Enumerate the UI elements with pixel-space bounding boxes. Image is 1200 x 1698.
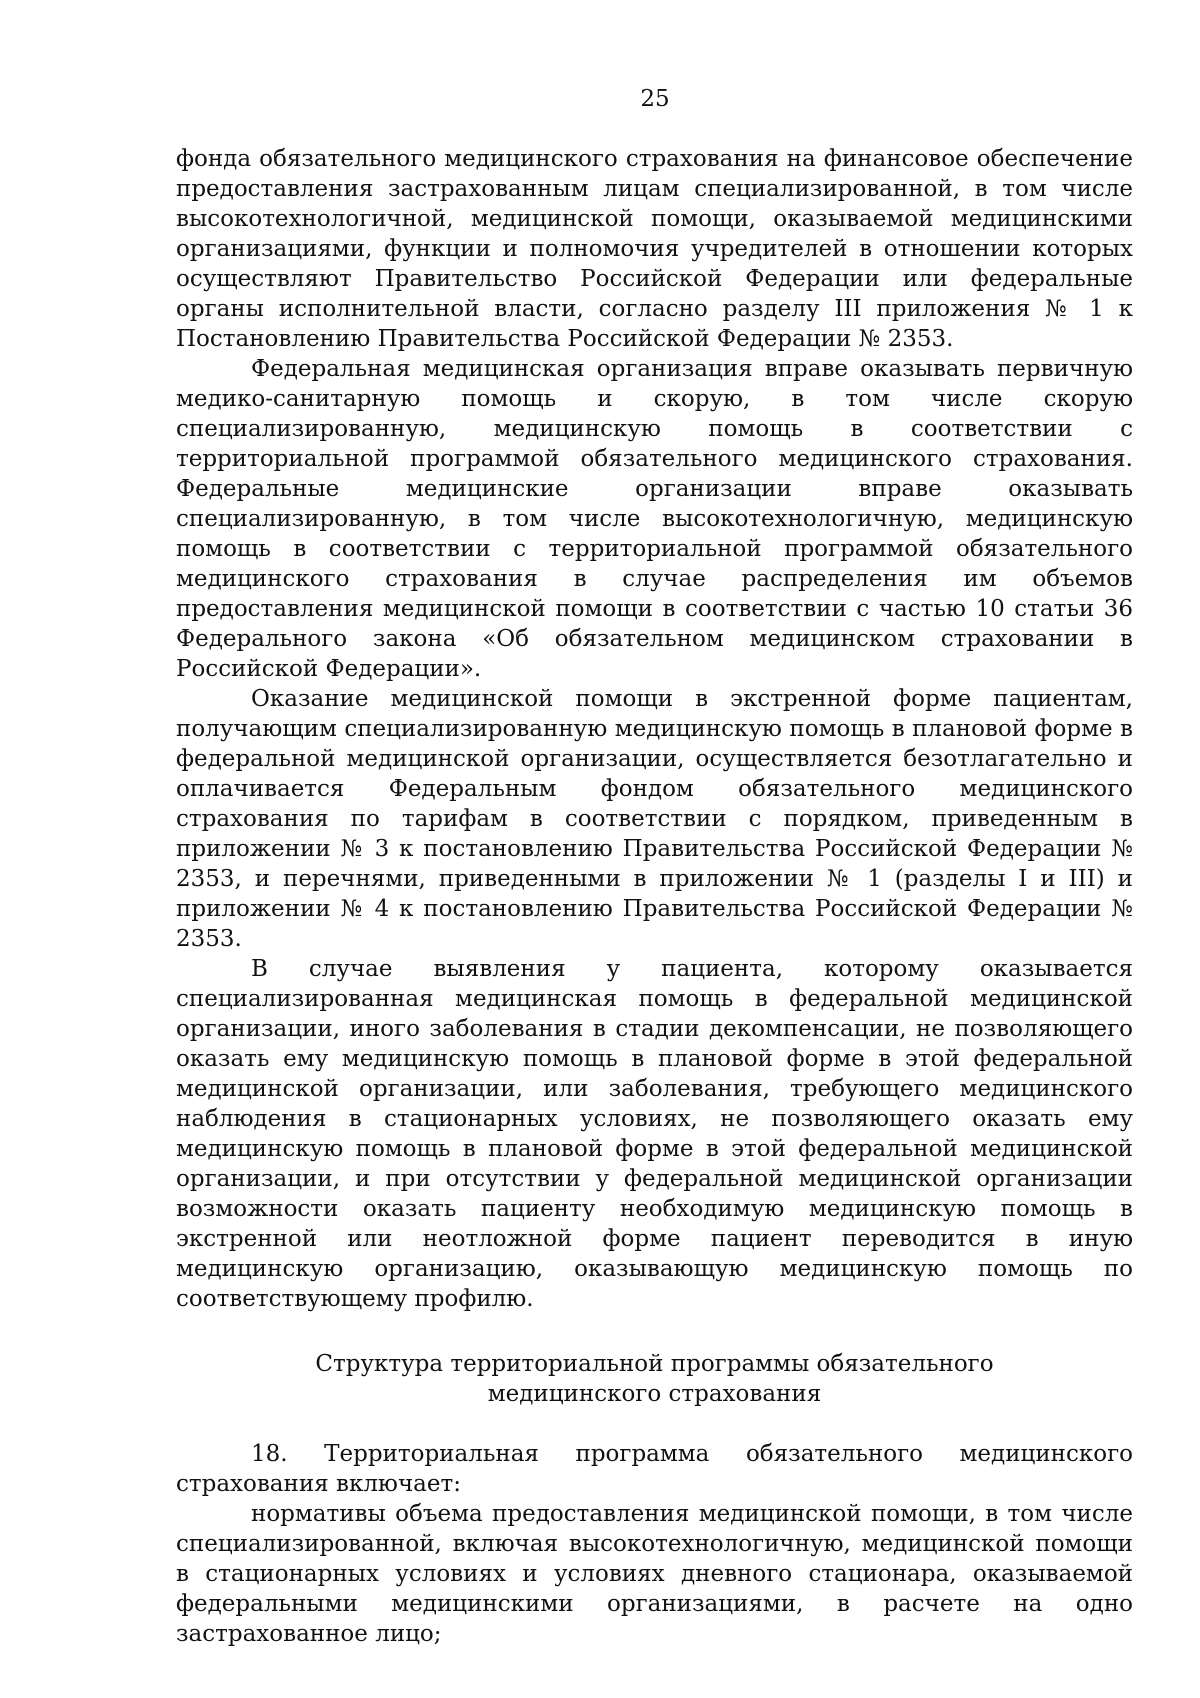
section-heading-line-2: медицинского страхования [487,1381,822,1407]
paragraph-volume-standards: нормативы объема предоставления медицинской помощи, в том числе специализированной, включая высокотехнологичную, медицинской помощи в стационарных условиях и условиях дневного стационара, оказываемой федеральными медицинскими организациями, в расчете на одно застрахованное лицо; [176,1501,1133,1647]
section-heading-line-1: Структура территориальной программы обязательного [315,1351,994,1377]
paragraph-continuation: фонда обязательного медицинского страхования на финансовое обеспечение предоставления застрахованным лицам специализированной, в том числе высокотехнологичной, медицинской помощи, оказываемой медицинскими организациями, функции и полномочия учредителей в отношении которых осуществляют Правительство Российской Федерации или федеральные органы исполнительной власти, согласно разделу III приложения № 1 к Постановлению Правительства Российской Федерации № 2353. [176,146,1133,352]
paragraph-emergency-care: Оказание медицинской помощи в экстренной форме пациентам, получающим специализированную медицинскую помощь в плановой форме в федеральной медицинской организации, осуществляется безотлагательно и оплачивается Федеральным фондом обязательного медицинского страхования по тарифам в соответствии с порядком, приведенным в приложении № 3 к постановлению Правительства Российской Федерации № 2353, и перечнями, приведенными в приложении № 1 (разделы I и III) и приложении № 4 к постановлению Правительства Российской Федерации № 2353. [176,686,1133,952]
paragraph-item-18: 18. Территориальная программа обязательного медицинского страхования включает: [176,1441,1133,1497]
section-heading [176,1349,1133,1409]
paragraph-federal-organization-rights: Федеральная медицинская организация вправе оказывать первичную медико-санитарную помощь и скорую, в том числе скорую специализированную, медицинскую помощь в соответствии с территориальной программой обязательного медицинского страхования. Федеральные медицинские организации вправе оказывать специализированную, в том числе высокотехнологичную, медицинскую помощь в соответствии с территориальной программой обязательного медицинского страхования в случае распределения им объемов предоставления медицинской помощи в соответствии с частью 10 статьи 36 Федерального закона «Об обязательном медицинском страховании в Российской Федерации». [176,356,1133,682]
paragraph-patient-transfer: В случае выявления у пациента, которому оказывается специализированная медицинская помощь в федеральной медицинской организации, иного заболевания в стадии декомпенсации, не позволяющего оказать ему медицинскую помощь в плановой форме в этой федеральной медицинской организации, или заболевания, требующего медицинского наблюдения в стационарных условиях, не позволяющего оказать ему медицинскую помощь в плановой форме в этой федеральной медицинской организации, и при отсутствии у федеральной медицинской организации возможности оказать пациенту необходимую медицинскую помощь в экстренной или неотложной форме пациент переводится в иную медицинскую организацию, оказывающую медицинскую помощь по соответствующему профилю. [176,956,1133,1312]
document-body [176,144,1133,1649]
page-number: 25 [640,86,670,112]
